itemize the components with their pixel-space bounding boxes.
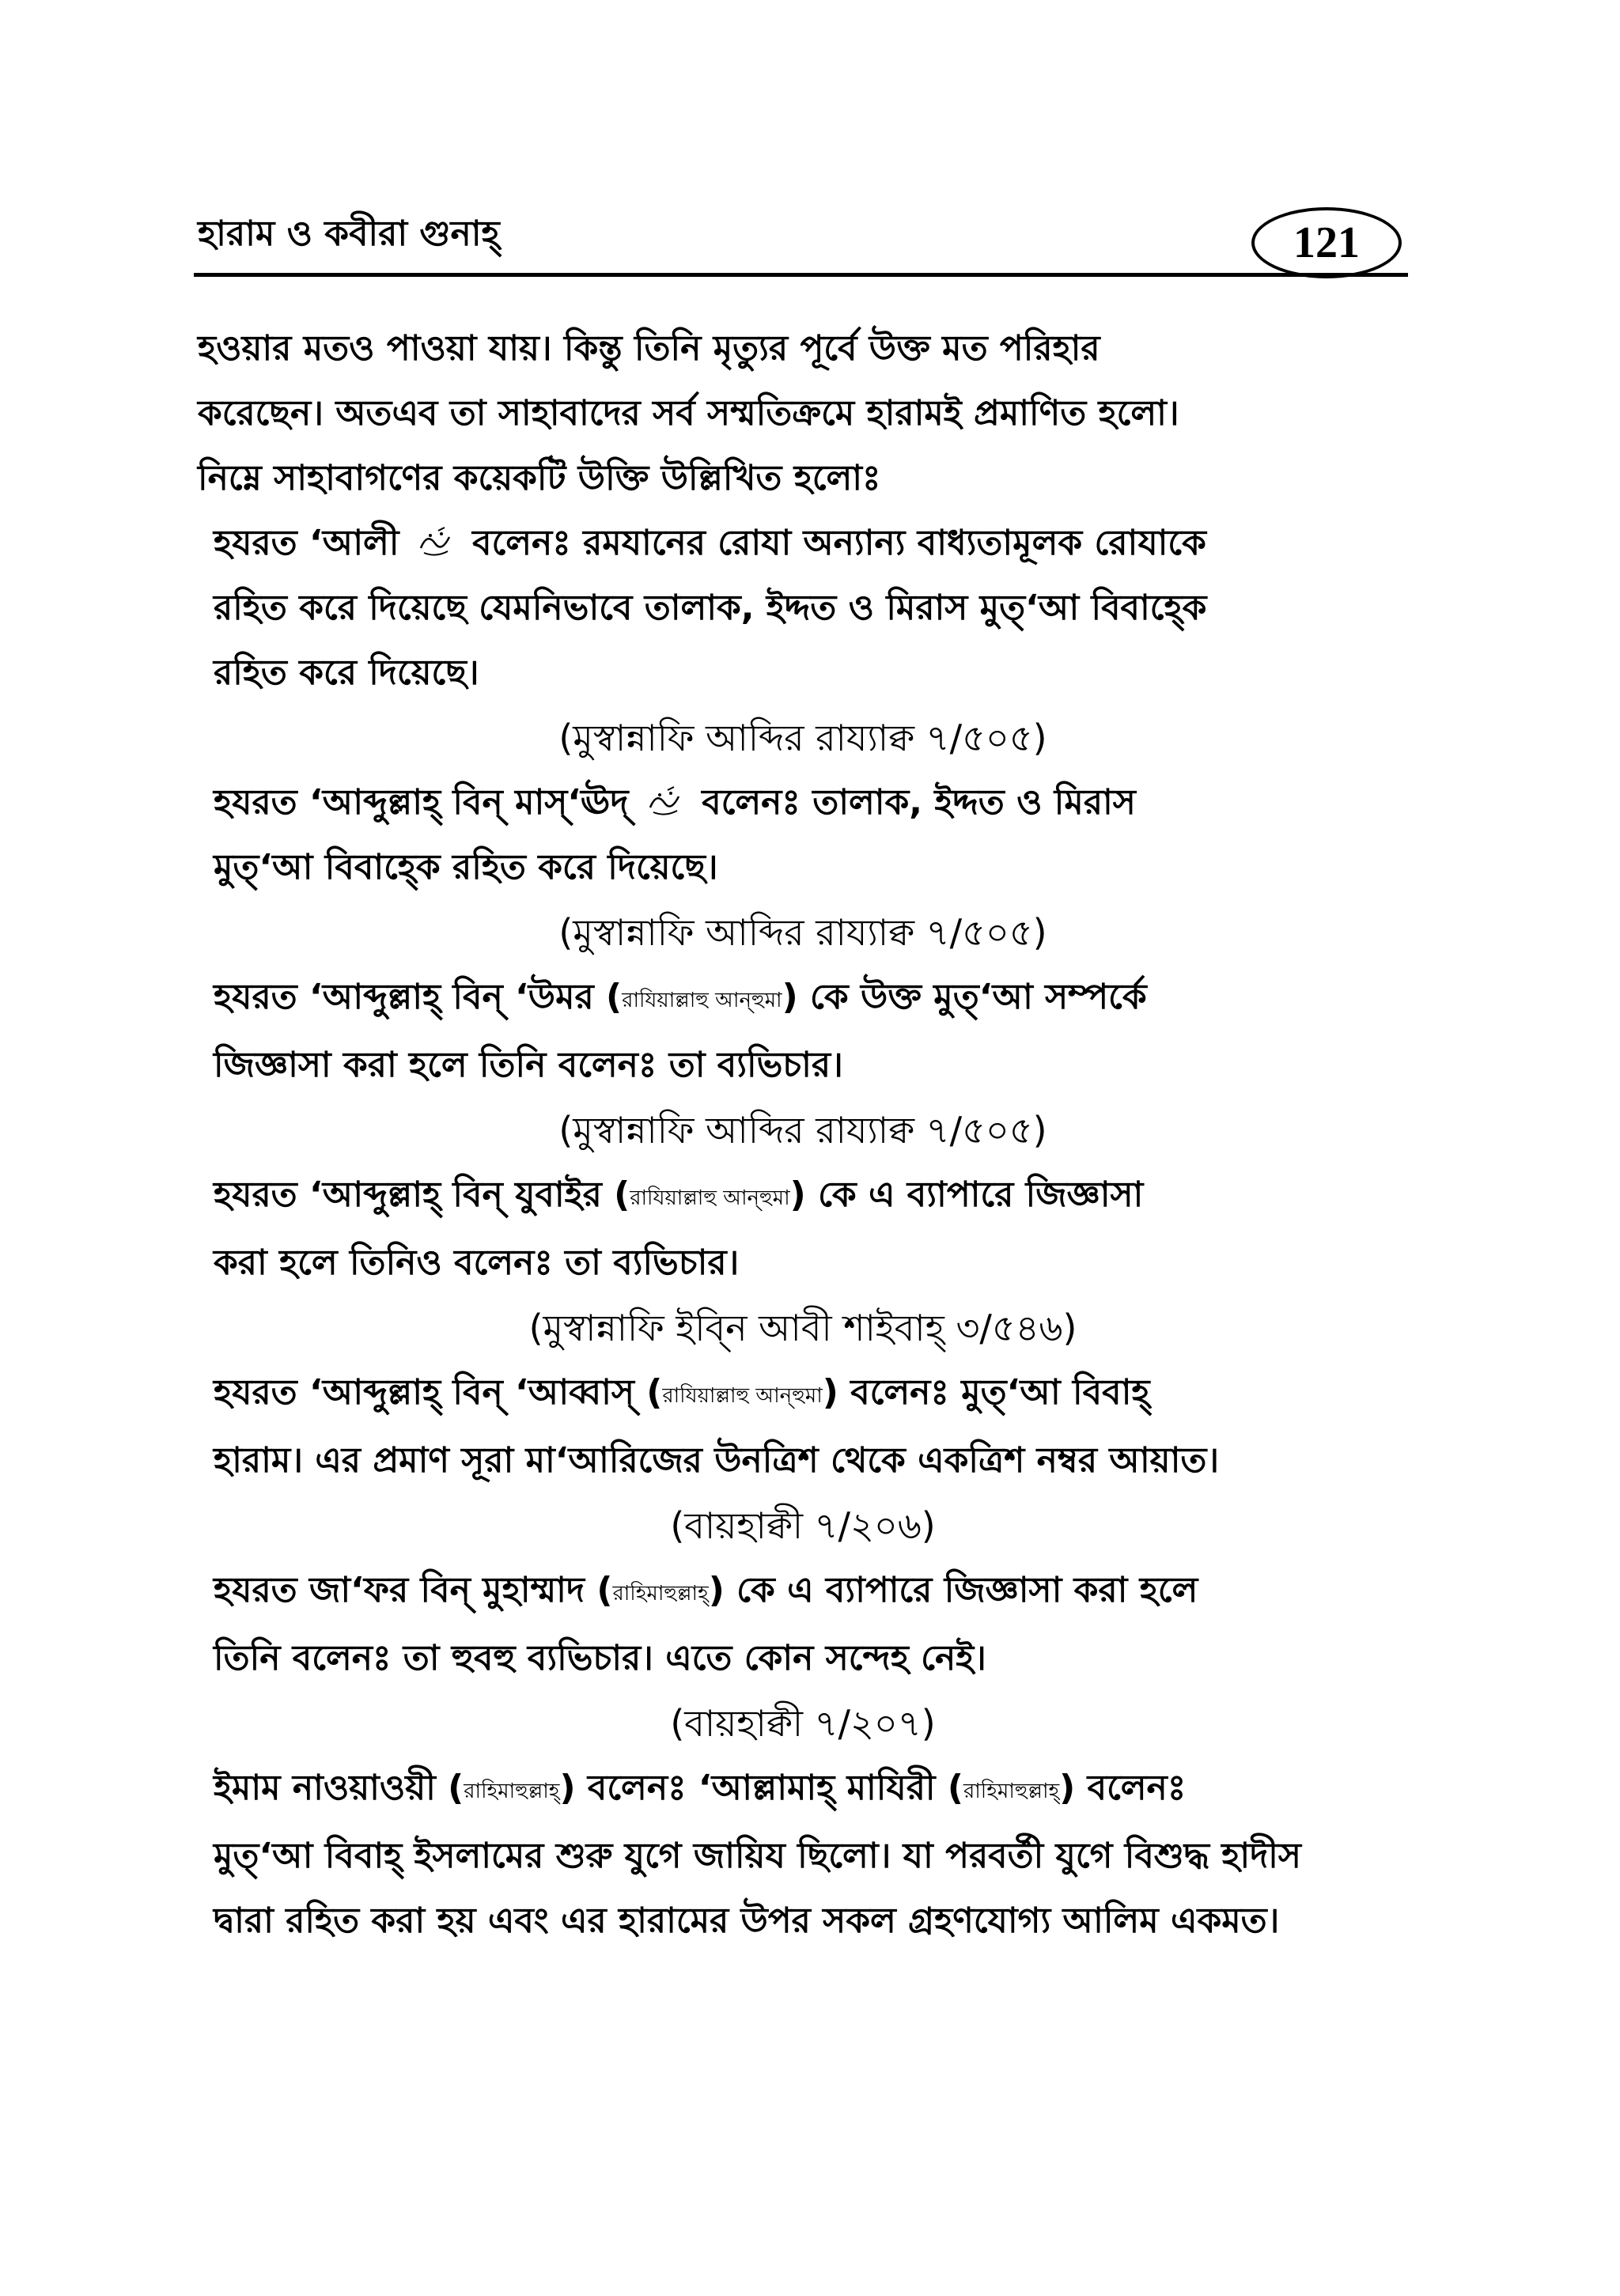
text-segment: হযরত ‘আলী [214, 523, 399, 563]
text-line [198, 965, 1408, 1033]
honorific: রাযিয়াল্লাহু আন্হুমা [622, 989, 782, 1012]
text-line [198, 511, 1408, 576]
text-line: করেছেন। অতএব তা সাহাবাদের সর্ব সম্মতিক্রমে হারামই প্রমাণিত হলো। [198, 393, 1179, 433]
book-title: হারাম ও কবীরা গুনাহ্ [198, 214, 500, 254]
citation-reference: (বায়হাক্বী ৭/২০৬) [670, 1504, 936, 1547]
text-line [198, 1360, 1408, 1428]
honorific: রাযিয়াল্লাহু আন্হুমা [662, 1384, 823, 1408]
citation-reference: (বায়হাক্বী ৭/২০৭) [670, 1702, 936, 1745]
honorific: রাহিমাহুল্লাহ্ [612, 1582, 709, 1606]
text-segment: হযরত জা‘ফর বিন্ মুহাম্মাদ ( [214, 1570, 613, 1610]
page-body [198, 316, 1408, 1954]
text-line: জিজ্ঞাসা করা হলে তিনি বলেনঃ তা ব্যভিচার। [214, 1045, 843, 1085]
text-segment: হযরত ‘আব্দুল্লাহ্ বিন্ যুবাইর ( [214, 1174, 630, 1215]
text-segment: হযরত ‘আব্দুল্লাহ্ বিন্ মাস্‘ঊদ্ [214, 782, 629, 823]
text-segment: ) কে এ ব্যাপারে জিজ্ঞাসা [789, 1174, 1144, 1215]
text-segment: ) কে এ ব্যাপারে জিজ্ঞাসা করা হলে [708, 1570, 1198, 1610]
paragraph-jafar [198, 1558, 1408, 1691]
page-number-badge [1251, 207, 1402, 278]
paragraph-nawawi [198, 1756, 1408, 1954]
citation-reference: (মুস্বান্নাফি আব্দির রায্যাক্ব ৭/৫০৫) [558, 911, 1047, 954]
text-segment: ) বলেনঃ মুত্‘আ বিবাহ্ [822, 1372, 1150, 1413]
text-line: হারাম। এর প্রমাণ সূরা মা‘আরিজের উনত্রিশ থেকে একত্রিশ নম্বর আয়াত। [214, 1440, 1220, 1481]
paragraph-intro [198, 316, 1408, 511]
text-line [198, 1163, 1408, 1231]
radiyallahu-anhu-icon [418, 526, 454, 558]
text-line: করা হলে তিনিও বলেনঃ তা ব্যভিচার। [214, 1243, 740, 1283]
text-line: মুত্‘আ বিবাহ্ ইসলামের শুরু যুগে জায়িয ছিলো। যা পরবর্তী যুগে বিশুদ্ধ হাদীস [214, 1836, 1301, 1876]
paragraph-ibn-zubair [198, 1163, 1408, 1296]
text-segment: ) বলেনঃ ‘আল্লামাহ্ মাযিরী ( [559, 1768, 963, 1808]
citation-reference: (মুস্বান্নাফি আব্দির রায্যাক্ব ৭/৫০৫) [558, 717, 1047, 759]
text-segment: হযরত ‘আব্দুল্লাহ্ বিন্ ‘উমর ( [214, 977, 623, 1017]
text-segment: ইমাম নাওয়াওয়ী ( [214, 1768, 464, 1808]
text-line [198, 1756, 1408, 1824]
text-line: তিনি বলেনঃ তা হুবহু ব্যভিচার। এতে কোন সন্দেহ নেই। [214, 1638, 986, 1678]
paragraph-ibn-masud [198, 770, 1408, 900]
citation-reference: (মুস্বান্নাফি ইব্নি আবী শাইবাহ্ ৩/৫৪৬) [528, 1307, 1077, 1349]
text-line [198, 1558, 1408, 1626]
text-segment: ) বলেনঃ [1059, 1768, 1187, 1808]
honorific: রাহিমাহুল্লাহ্ [963, 1780, 1060, 1803]
text-segment: বলেনঃ তালাক, ইদ্দত ও মিরাস [702, 782, 1136, 823]
text-segment: ) কে উক্ত মুত্‘আ সম্পর্কে [782, 977, 1147, 1017]
text-line [198, 770, 1408, 835]
text-line: রহিত করে দিয়েছে। [214, 652, 479, 693]
header-divider [194, 273, 1408, 277]
radiyallahu-anhu-icon [647, 785, 683, 817]
paragraph-ibn-umar [198, 965, 1408, 1098]
text-line: হওয়ার মতও পাওয়া যায়। কিন্তু তিনি মৃত্যুর পূর্বে উক্ত মত পরিহার [198, 328, 1100, 369]
paragraph-ibn-abbas [198, 1360, 1408, 1493]
honorific: রাহিমাহুল্লাহ্ [464, 1780, 560, 1803]
paragraph-ali [198, 511, 1408, 705]
text-line: রহিত করে দিয়েছে যেমনিভাবে তালাক, ইদ্দত ও মিরাস মুত্‘আ বিবাহ্কে [214, 588, 1207, 628]
page-number: 121 [1293, 218, 1360, 267]
honorific: রাযিয়াল্লাহু আন্হুমা [630, 1186, 790, 1210]
text-line: দ্বারা রহিত করা হয় এবং এর হারামের উপর সকল গ্রহণযোগ্য আলিম একমত। [214, 1901, 1280, 1941]
text-line: নিম্নে সাহাবাগণের কয়েকটি উক্তি উল্লিখিত হলোঃ [198, 458, 881, 498]
text-line: মুত্‘আ বিবাহ্কে রহিত করে দিয়েছে। [214, 847, 718, 887]
text-segment: হযরত ‘আব্দুল্লাহ্ বিন্ ‘আব্বাস্ ( [214, 1372, 663, 1413]
text-segment: বলেনঃ রমযানের রোযা অন্যান্য বাধ্যতামূলক রোযাকে [472, 523, 1206, 563]
citation-reference: (মুস্বান্নাফি আব্দির রায্যাক্ব ৭/৫০৫) [558, 1109, 1047, 1152]
